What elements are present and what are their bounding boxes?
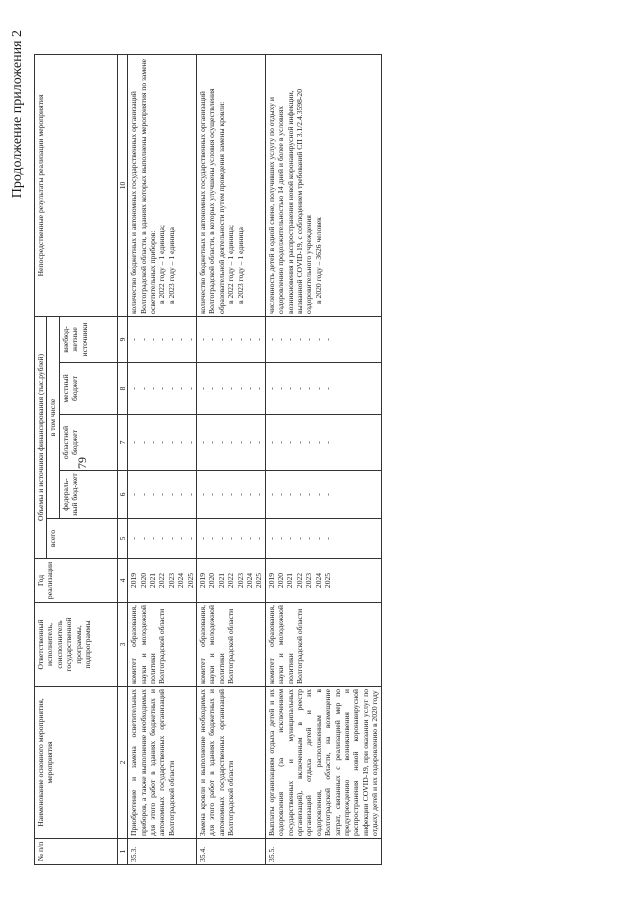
year-value: 2021 [148, 572, 157, 589]
dash-value: - [148, 387, 157, 390]
dash-value: - [254, 338, 264, 341]
col-number: 1 [117, 839, 127, 865]
dash-value: - [304, 338, 314, 341]
dash-value: - [148, 338, 157, 341]
dash-value: - [266, 387, 276, 390]
years-cell [265, 559, 381, 603]
year-value: 2022 [226, 572, 236, 589]
dash-value: - [323, 441, 333, 444]
dash-value: - [157, 387, 167, 390]
dash-value: - [294, 493, 304, 496]
year-value: 2020 [276, 572, 286, 589]
dash-value: - [294, 537, 304, 540]
funding-total-cell [128, 519, 197, 559]
col-number: 3 [117, 603, 127, 687]
year-value: 2024 [313, 572, 323, 589]
dash-value: - [176, 493, 186, 496]
funding-total-cell [196, 519, 265, 559]
table-row [196, 54, 265, 864]
funding-local-cell [196, 363, 265, 415]
responsible-executor: комитет образования, науки и молодежной политики Волгоградской области [265, 603, 381, 687]
dash-value: - [176, 441, 186, 444]
dash-value: - [235, 441, 245, 444]
year-value: 2019 [197, 572, 207, 589]
dash-value: - [197, 338, 207, 341]
dash-value: - [197, 387, 207, 390]
dash-value: - [285, 441, 295, 444]
col-number: 8 [117, 363, 127, 415]
dash-value: - [226, 441, 236, 444]
dash-value: - [285, 338, 295, 341]
table-row [128, 54, 197, 864]
dash-value: - [294, 338, 304, 341]
years-cell [128, 559, 197, 603]
dash-value: - [226, 387, 236, 390]
funding-table [34, 54, 382, 865]
header-including: в том числе [47, 316, 59, 518]
funding-regional-cell [196, 415, 265, 471]
dash-value: - [216, 338, 226, 341]
year-value: 2025 [185, 572, 195, 589]
result-cell [265, 54, 381, 316]
result-line: в 2023 году – 1 единица [235, 227, 245, 304]
dash-value: - [276, 493, 286, 496]
header-regional: областной бюджет [59, 415, 117, 471]
row-number: 35.5. [265, 839, 381, 865]
funding-regional-cell [128, 415, 197, 471]
dash-value: - [254, 493, 264, 496]
dash-value: - [197, 493, 207, 496]
dash-value: - [276, 537, 286, 540]
year-value: 2022 [294, 572, 304, 589]
dash-value: - [157, 493, 167, 496]
dash-value: - [313, 338, 323, 341]
dash-value: - [276, 387, 286, 390]
col-number: 2 [117, 687, 127, 839]
dash-value: - [313, 387, 323, 390]
table-row [265, 54, 381, 864]
dash-value: - [176, 338, 186, 341]
dash-value: - [166, 387, 176, 390]
header-results: Непосредственные результаты реализации мероприятия [35, 54, 118, 316]
year-value: 2019 [266, 572, 276, 589]
funding-local-cell [128, 363, 197, 415]
dash-value: - [207, 493, 217, 496]
dash-value: - [226, 338, 236, 341]
header-extra: внебюд-жетные источники [59, 316, 117, 362]
dash-value: - [197, 441, 207, 444]
dash-value: - [266, 441, 276, 444]
funding-extra-cell [196, 316, 265, 362]
dash-value: - [138, 493, 148, 496]
dash-value: - [235, 537, 245, 540]
measure-name: Приобретение и замена осветительных приборов, а также выполнение необходимых для этого работ в зданиях бюджетных и автономных государственных организаций Волгоградской области [128, 687, 197, 839]
dash-value: - [276, 338, 286, 341]
dash-value: - [207, 387, 217, 390]
dash-value: - [129, 387, 139, 390]
year-value: 2025 [254, 572, 264, 589]
funding-federal-cell [196, 471, 265, 519]
header-total: всего [47, 519, 117, 559]
col-number: 4 [117, 559, 127, 603]
dash-value: - [294, 387, 304, 390]
responsible-executor: комитет образования, науки и молодежной политики Волгоградской области [196, 603, 265, 687]
dash-value: - [176, 537, 186, 540]
year-value: 2019 [129, 572, 139, 589]
dash-value: - [235, 493, 245, 496]
dash-value: - [216, 493, 226, 496]
year-value: 2021 [285, 572, 295, 589]
dash-value: - [294, 441, 304, 444]
col-number: 10 [117, 54, 127, 316]
dash-value: - [176, 387, 186, 390]
dash-value: - [254, 441, 264, 444]
continuation-title: Продолжение приложения 2 [10, 30, 25, 199]
funding-federal-cell [128, 471, 197, 519]
dash-value: - [323, 338, 333, 341]
col-number: 6 [117, 471, 127, 519]
dash-value: - [226, 493, 236, 496]
page-number: 79 [75, 457, 89, 469]
dash-value: - [285, 387, 295, 390]
dash-value: - [197, 537, 207, 540]
dash-value: - [235, 387, 245, 390]
dash-value: - [166, 441, 176, 444]
dash-value: - [216, 387, 226, 390]
dash-value: - [216, 537, 226, 540]
dash-value: - [138, 338, 148, 341]
dash-value: - [207, 441, 217, 444]
header-funding-group: Объемы и источники финансирования (тыс.рублей) [35, 316, 47, 558]
year-value: 2020 [207, 572, 217, 589]
dash-value: - [185, 493, 195, 496]
result-line: в 2023 году – 1 единица [166, 227, 176, 304]
col-number: 7 [117, 415, 127, 471]
year-value: 2024 [176, 572, 186, 589]
dash-value: - [304, 537, 314, 540]
dash-value: - [323, 387, 333, 390]
dash-value: - [304, 441, 314, 444]
year-value: 2023 [304, 572, 314, 589]
dash-value: - [266, 338, 276, 341]
dash-value: - [207, 537, 217, 540]
dash-value: - [129, 441, 139, 444]
dash-value: - [285, 537, 295, 540]
dash-value: - [185, 441, 195, 444]
funding-extra-cell [265, 316, 381, 362]
year-value: 2023 [235, 572, 245, 589]
dash-value: - [166, 338, 176, 341]
year-value: 2023 [166, 572, 176, 589]
year-value: 2022 [157, 572, 167, 589]
responsible-executor: комитет образования, науки и молодежной политики Волгоградской области [128, 603, 197, 687]
header-local: местный бюджет [59, 363, 117, 415]
dash-value: - [323, 493, 333, 496]
dash-value: - [148, 493, 157, 496]
year-value: 2021 [216, 572, 226, 589]
dash-value: - [138, 537, 148, 540]
header-num: № п/п [35, 839, 118, 865]
result-line: в 2022 году – 1 единица; [226, 225, 236, 304]
dash-value: - [138, 387, 148, 390]
dash-value: - [313, 493, 323, 496]
dash-value: - [157, 537, 167, 540]
dash-value: - [304, 493, 314, 496]
dash-value: - [244, 441, 254, 444]
col-number: 9 [117, 316, 127, 362]
dash-value: - [166, 493, 176, 496]
dash-value: - [266, 493, 276, 496]
result-text: количество бюджетных и автономных государственных организаций Волгоградской области, в зданиях которых выполнены мероприятия по замене осветительных приборов: [129, 58, 158, 314]
funding-regional-cell [265, 415, 381, 471]
dash-value: - [244, 537, 254, 540]
dash-value: - [323, 537, 333, 540]
header-name: Наименование основного мероприятия, мероприятия [35, 687, 118, 839]
dash-value: - [244, 493, 254, 496]
dash-value: - [207, 338, 217, 341]
dash-value: - [276, 441, 286, 444]
row-number: 35.4. [196, 839, 265, 865]
funding-extra-cell [128, 316, 197, 362]
dash-value: - [254, 537, 264, 540]
dash-value: - [129, 537, 139, 540]
col-number: 5 [117, 519, 127, 559]
header-executor: Ответственный исполнитель, соисполнитель государственной программы, подпрограммы [35, 603, 118, 687]
funding-total-cell [265, 519, 381, 559]
header-year: Год реализации [35, 559, 118, 603]
year-value: 2024 [244, 572, 254, 589]
dash-value: - [157, 338, 167, 341]
year-value: 2025 [323, 572, 333, 589]
result-cell [196, 54, 265, 316]
dash-value: - [129, 338, 139, 341]
column-numbers-row [117, 54, 127, 864]
dash-value: - [244, 387, 254, 390]
measure-name: Выплаты организациям отдыха детей и их оздоровления (за исключением государственных и муниципальных организаций), включенным в реестр организаций отдыха детей и их оздоровления, расположенным в Волгоградской области, на возмещение затрат, связанных с реализацией мер по предупреждению возникновения и распространения новой коронавирусной инфекции COVID-19, при оказании услуг по отдыху детей и их оздоровлению в 2020 году [265, 687, 381, 839]
dash-value: - [254, 387, 264, 390]
dash-value: - [235, 338, 245, 341]
result-line: в 2022 году – 1 единица; [157, 225, 167, 304]
dash-value: - [157, 441, 167, 444]
dash-value: - [148, 441, 157, 444]
dash-value: - [285, 493, 295, 496]
header-federal: федераль-ный бюд-жет [59, 471, 117, 519]
dash-value: - [138, 441, 148, 444]
funding-federal-cell [265, 471, 381, 519]
dash-value: - [304, 387, 314, 390]
dash-value: - [148, 537, 157, 540]
result-text: количество бюджетных и автономных государственных организаций Волгоградской области, в которых улучшены условия осуществления образовательной деятельности путем проведения замены кровли: [197, 88, 226, 314]
dash-value: - [129, 493, 139, 496]
dash-value: - [185, 338, 195, 341]
result-text: численность детей в одной смене, получивших услугу по отдыху и оздоровлению продолжительностью 14 дней и более в условиях возникновения и распространения новой коронавирусной инфекции, вызванной COVID-19, с соблюдением требований СП 3.1/2.4.3598-20 оздоровительного учреждения [266, 88, 314, 314]
dash-value: - [244, 338, 254, 341]
dash-value: - [313, 441, 323, 444]
dash-value: - [226, 537, 236, 540]
row-number: 35.3. [128, 839, 197, 865]
years-cell [196, 559, 265, 603]
year-value: 2020 [138, 572, 148, 589]
result-line: в 2020 году – 3626 человек [313, 217, 323, 304]
result-cell [128, 54, 197, 316]
funding-local-cell [265, 363, 381, 415]
dash-value: - [313, 537, 323, 540]
dash-value: - [266, 537, 276, 540]
measure-name: Замена кровли и выполнение необходимых для этого работ в зданиях бюджетных и автономных государственных организаций Волгоградской области [196, 687, 265, 839]
dash-value: - [166, 537, 176, 540]
dash-value: - [185, 537, 195, 540]
dash-value: - [185, 387, 195, 390]
dash-value: - [216, 441, 226, 444]
